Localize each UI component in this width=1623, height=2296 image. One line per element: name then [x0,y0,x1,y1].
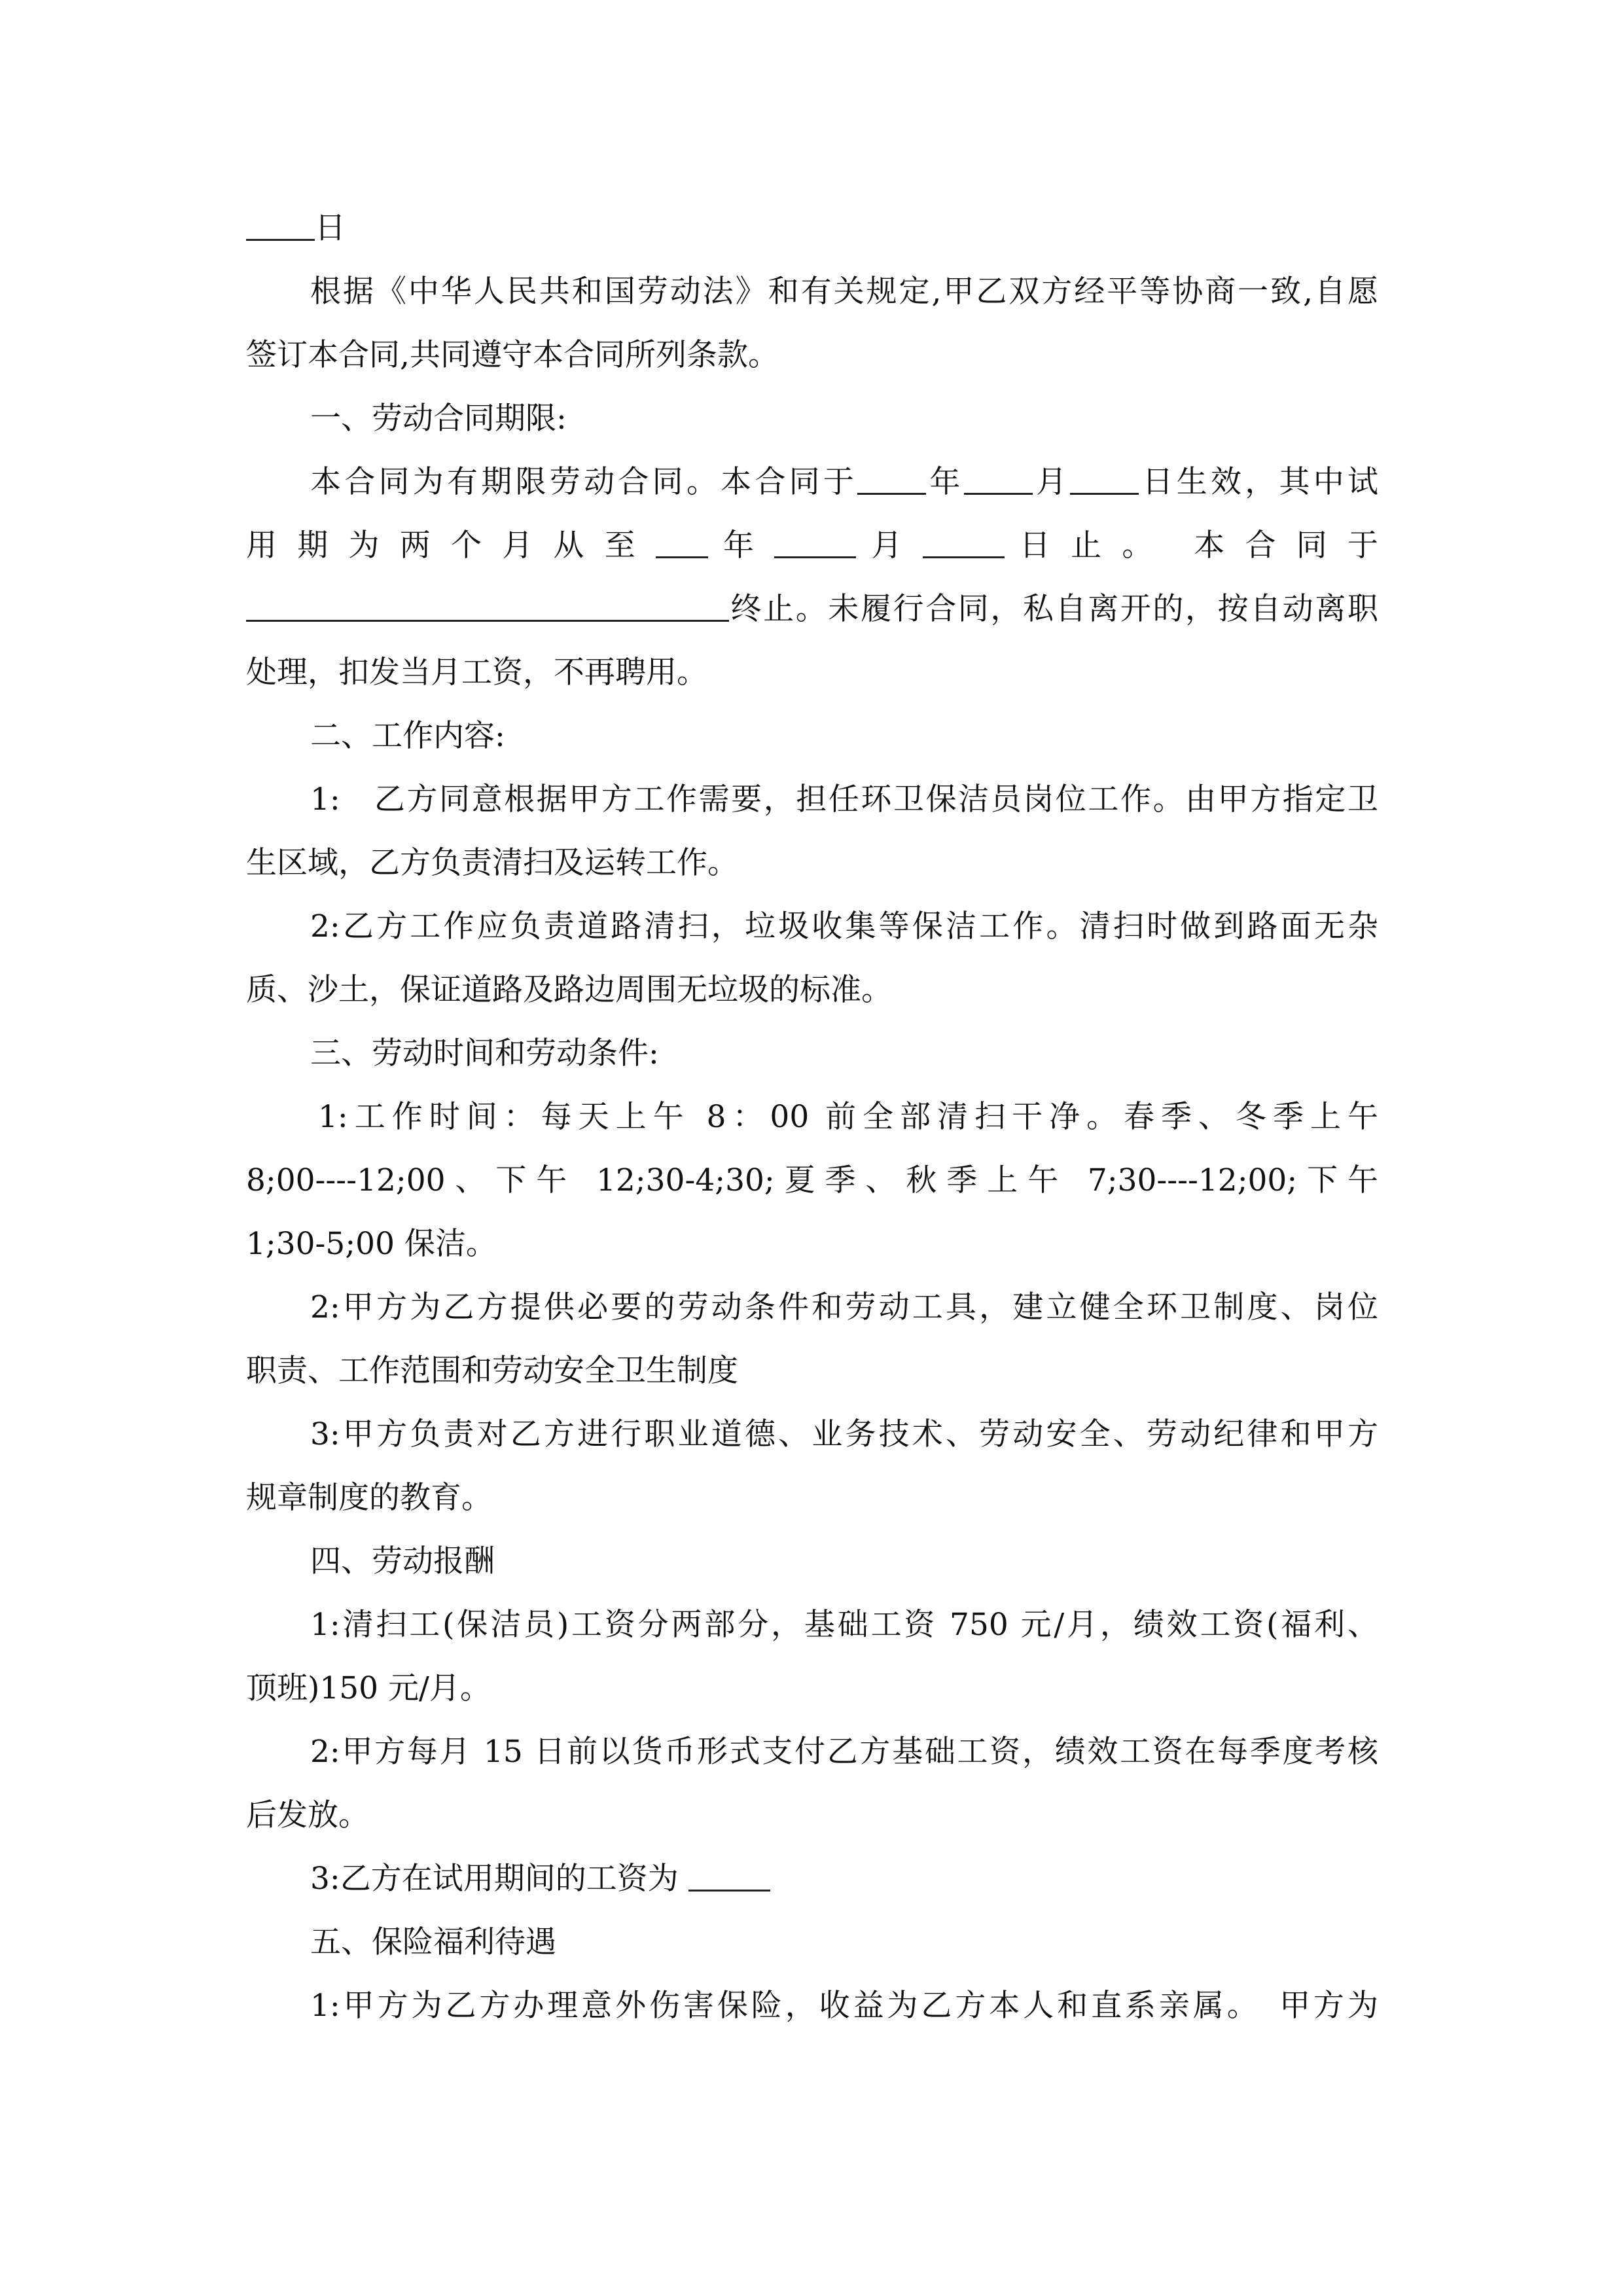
trial-month-blank [774,529,856,558]
section-1-line-1 [246,450,1378,514]
section-4-item-3-line-1 [246,1847,1378,1910]
section-2-item-1-line-1: 1: 乙方同意根据甲方工作需要，担任环卫保洁员岗位工作。由甲方指定卫 [310,781,1378,817]
section-5-heading: 五、保险福利待遇 [310,1924,556,1960]
section-1-line-3 [246,577,1378,641]
section-4-item-2-line-2: 后发放。 [246,1797,369,1833]
s1-l2-text-a: 用 期 为 两 个 月 从 至 [246,528,641,564]
section-3-heading: 三、劳动时间和劳动条件: [310,1035,659,1071]
s1-l1-text-d: 日生效，其中试 [1139,464,1378,500]
section-2-item-2-line-2: 质、沙土，保证道路及路边周围无垃圾的标准。 [246,972,892,1008]
s1-l1-text-a: 本合同为有期限劳动合同。本合同于 [310,464,858,500]
preamble-line-2: 签订本合同,共同遵守本合同所列条款。 [246,337,779,373]
trial-year-blank [656,529,708,558]
s1-l3-text-b: 终止。未履行合同，私自离开的，按自动离职 [729,591,1378,627]
section-3-item-2-line-2: 职责、工作范围和劳动安全卫生制度 [246,1353,738,1389]
s1-l1-text-b: 年 [926,464,964,500]
s1-l2-text-d: 日 止 。 本 合 同 于 [1019,528,1378,564]
day-blank [246,211,315,241]
section-2-item-1-line-2: 生区域，乙方负责清扫及运转工作。 [246,845,738,881]
section-3-item-1-line-2: 8;00----12;00、下午 12;30-4;30;夏季、秋季上午 7;30----12;00;下午 [246,1162,1378,1198]
preamble-line-1: 根据《中华人民共和国劳动法》和有关规定,甲乙双方经平等协商一致,自愿 [310,274,1378,310]
day-suffix: 日 [315,210,346,246]
start-day-blank [1070,465,1139,495]
section-4-item-1-line-2: 顶班)150 元/月。 [246,1670,491,1706]
date-line [246,196,1378,260]
trial-wage-blank [688,1862,770,1892]
trial-day-blank [923,529,1005,558]
s1-l1-text-c: 月 [1032,464,1071,500]
end-date-blank [246,592,729,622]
section-4-item-1-line-1: 1:清扫工(保洁员)工资分两部分，基础工资 750 元/月，绩效工资(福利、 [310,1607,1378,1643]
section-3-item-3-line-1: 3:甲方负责对乙方进行职业道德、业务技术、劳动安全、劳动纪律和甲方 [310,1416,1378,1452]
section-4-heading: 四、劳动报酬 [310,1543,495,1579]
section-4-item-2-line-1: 2:甲方每月 15 日前以货币形式支付乙方基础工资，绩效工资在每季度考核 [310,1734,1378,1770]
section-3-item-1-line-3: 1;30-5;00 保洁。 [246,1226,497,1262]
section-1-line-2 [246,514,1378,577]
section-3-item-1-line-1: 1:工作时间：每天上午 8：00 前全部清扫干净。春季、冬季上午 [318,1099,1378,1135]
trial-wage-label: 3:乙方在试用期间的工资为 [310,1861,679,1897]
section-1-heading: 一、劳动合同期限: [310,401,567,437]
s1-l2-text-c: 月 [871,528,908,564]
start-year-blank [857,465,926,495]
section-2-item-2-line-1: 2:乙方工作应负责道路清扫，垃圾收集等保洁工作。清扫时做到路面无杂 [310,908,1378,944]
section-1-line-4: 处理，扣发当月工资，不再聘用。 [246,655,707,691]
contract-body [246,196,1378,2037]
section-3-item-3-line-2: 规章制度的教育。 [246,1480,492,1516]
start-month-blank [964,465,1033,495]
section-3-item-2-line-1: 2:甲方为乙方提供必要的劳动条件和劳动工具，建立健全环卫制度、岗位 [310,1289,1378,1325]
section-2-heading: 二、工作内容: [310,718,505,754]
section-5-item-1-line-1: 1:甲方为乙方办理意外伤害保险，收益为乙方本人和直系亲属。 甲方为 [310,1988,1378,2024]
s1-l2-text-b: 年 [723,528,760,564]
